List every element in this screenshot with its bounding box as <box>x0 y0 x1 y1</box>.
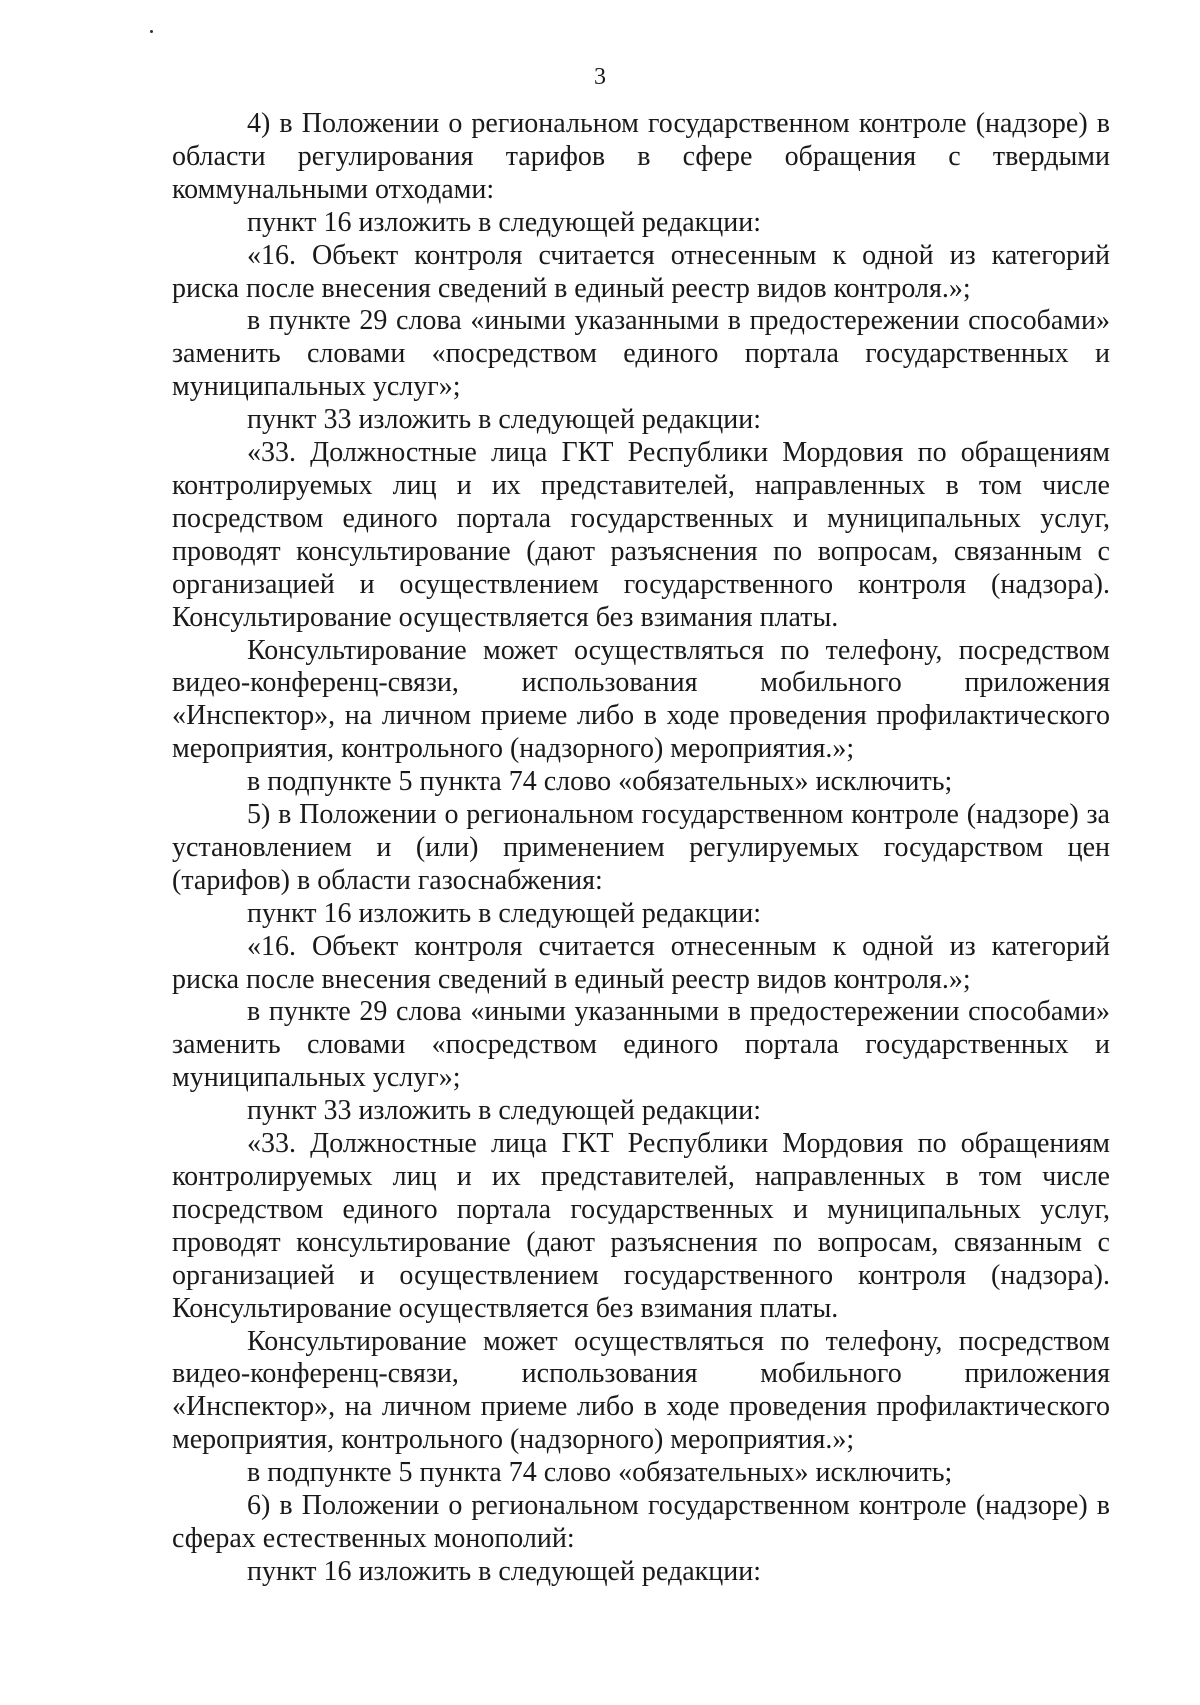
paragraph-item-4-header: 4) в Положении о региональном государственном контроле (надзоре) в области регулирования тарифов в сфере обращения с твердыми коммунальными отходами: <box>172 108 1110 205</box>
paragraph-point-16-intro: пункт 16 изложить в следующей редакции: <box>247 206 761 238</box>
paragraph-point-16-text: «16. Объект контроля считается отнесенным к одной из категорий риска после внесения сведений в единый реестр видов контроля.»; <box>172 239 1110 304</box>
paragraph-point-16-text: «16. Объект контроля считается отнесенным к одной из категорий риска после внесения сведений в единый реестр видов контроля.»; <box>172 930 1110 995</box>
paragraph-point-74-change: в подпункте 5 пункта 74 слово «обязательных» исключить; <box>247 1457 953 1489</box>
paragraph-point-33-intro: пункт 33 изложить в следующей редакции: <box>247 1095 761 1127</box>
paragraph-point-29-change: в пункте 29 слова «иными указанными в предостережении способами» заменить словами «посредством единого портала государственных и муниципальных услуг»; <box>172 305 1110 403</box>
paragraph-point-33-intro: пункт 33 изложить в следующей редакции: <box>247 404 761 436</box>
paragraph-consulting: Консультирование может осуществляться по телефону, посредством видео-конференц-связи, использования мобильного приложения «Инспектор», на личном приеме либо в ходе проведения профилактического мероприятия, контрольного (надзорного) мероприятия.»; <box>172 1325 1110 1456</box>
paragraph-point-16-intro: пункт 16 изложить в следующей редакции: <box>247 1555 761 1587</box>
paragraph-point-74-change: в подпункте 5 пункта 74 слово «обязательных» исключить; <box>247 766 953 798</box>
document-body <box>172 108 1110 1589</box>
paragraph-consulting: Консультирование может осуществляться по телефону, посредством видео-конференц-связи, использования мобильного приложения «Инспектор», на личном приеме либо в ходе проведения профилактического мероприятия, контрольного (надзорного) мероприятия.»; <box>172 634 1110 765</box>
paragraph-point-16-intro: пункт 16 изложить в следующей редакции: <box>247 897 761 929</box>
paragraph-point-33-text: «33. Должностные лица ГКТ Республики Мордовия по обращениям контролируемых лиц и их представителей, направленных в том числе посредством единого портала государственных и муниципальных услуг, проводят консультирование (дают разъяснения по вопросам, связанным с организацией и осуществлением государственного контроля (надзора). Консультирование осуществляется без взимания платы. <box>172 1128 1110 1324</box>
paragraph-point-33-text: «33. Должностные лица ГКТ Республики Мордовия по обращениям контролируемых лиц и их представителей, направленных в том числе посредством единого портала государственных и муниципальных услуг, проводят консультирование (дают разъяснения по вопросам, связанным с организацией и осуществлением государственного контроля (надзора). Консультирование осуществляется без взимания платы. <box>172 437 1110 633</box>
paragraph-item-5-header: 5) в Положении о региональном государственном контроле (надзоре) за установлением и (или) применением регулируемых государством цен (тарифов) в области газоснабжения: <box>172 799 1110 896</box>
paragraph-point-29-change: в пункте 29 слова «иными указанными в предостережении способами» заменить словами «посредством единого портала государственных и муниципальных услуг»; <box>172 996 1110 1094</box>
page-number: 3 <box>594 64 606 90</box>
paragraph-item-6-header: 6) в Положении о региональном государственном контроле (надзоре) в сферах естественных монополий: <box>172 1490 1110 1554</box>
scan-speck <box>150 30 153 33</box>
